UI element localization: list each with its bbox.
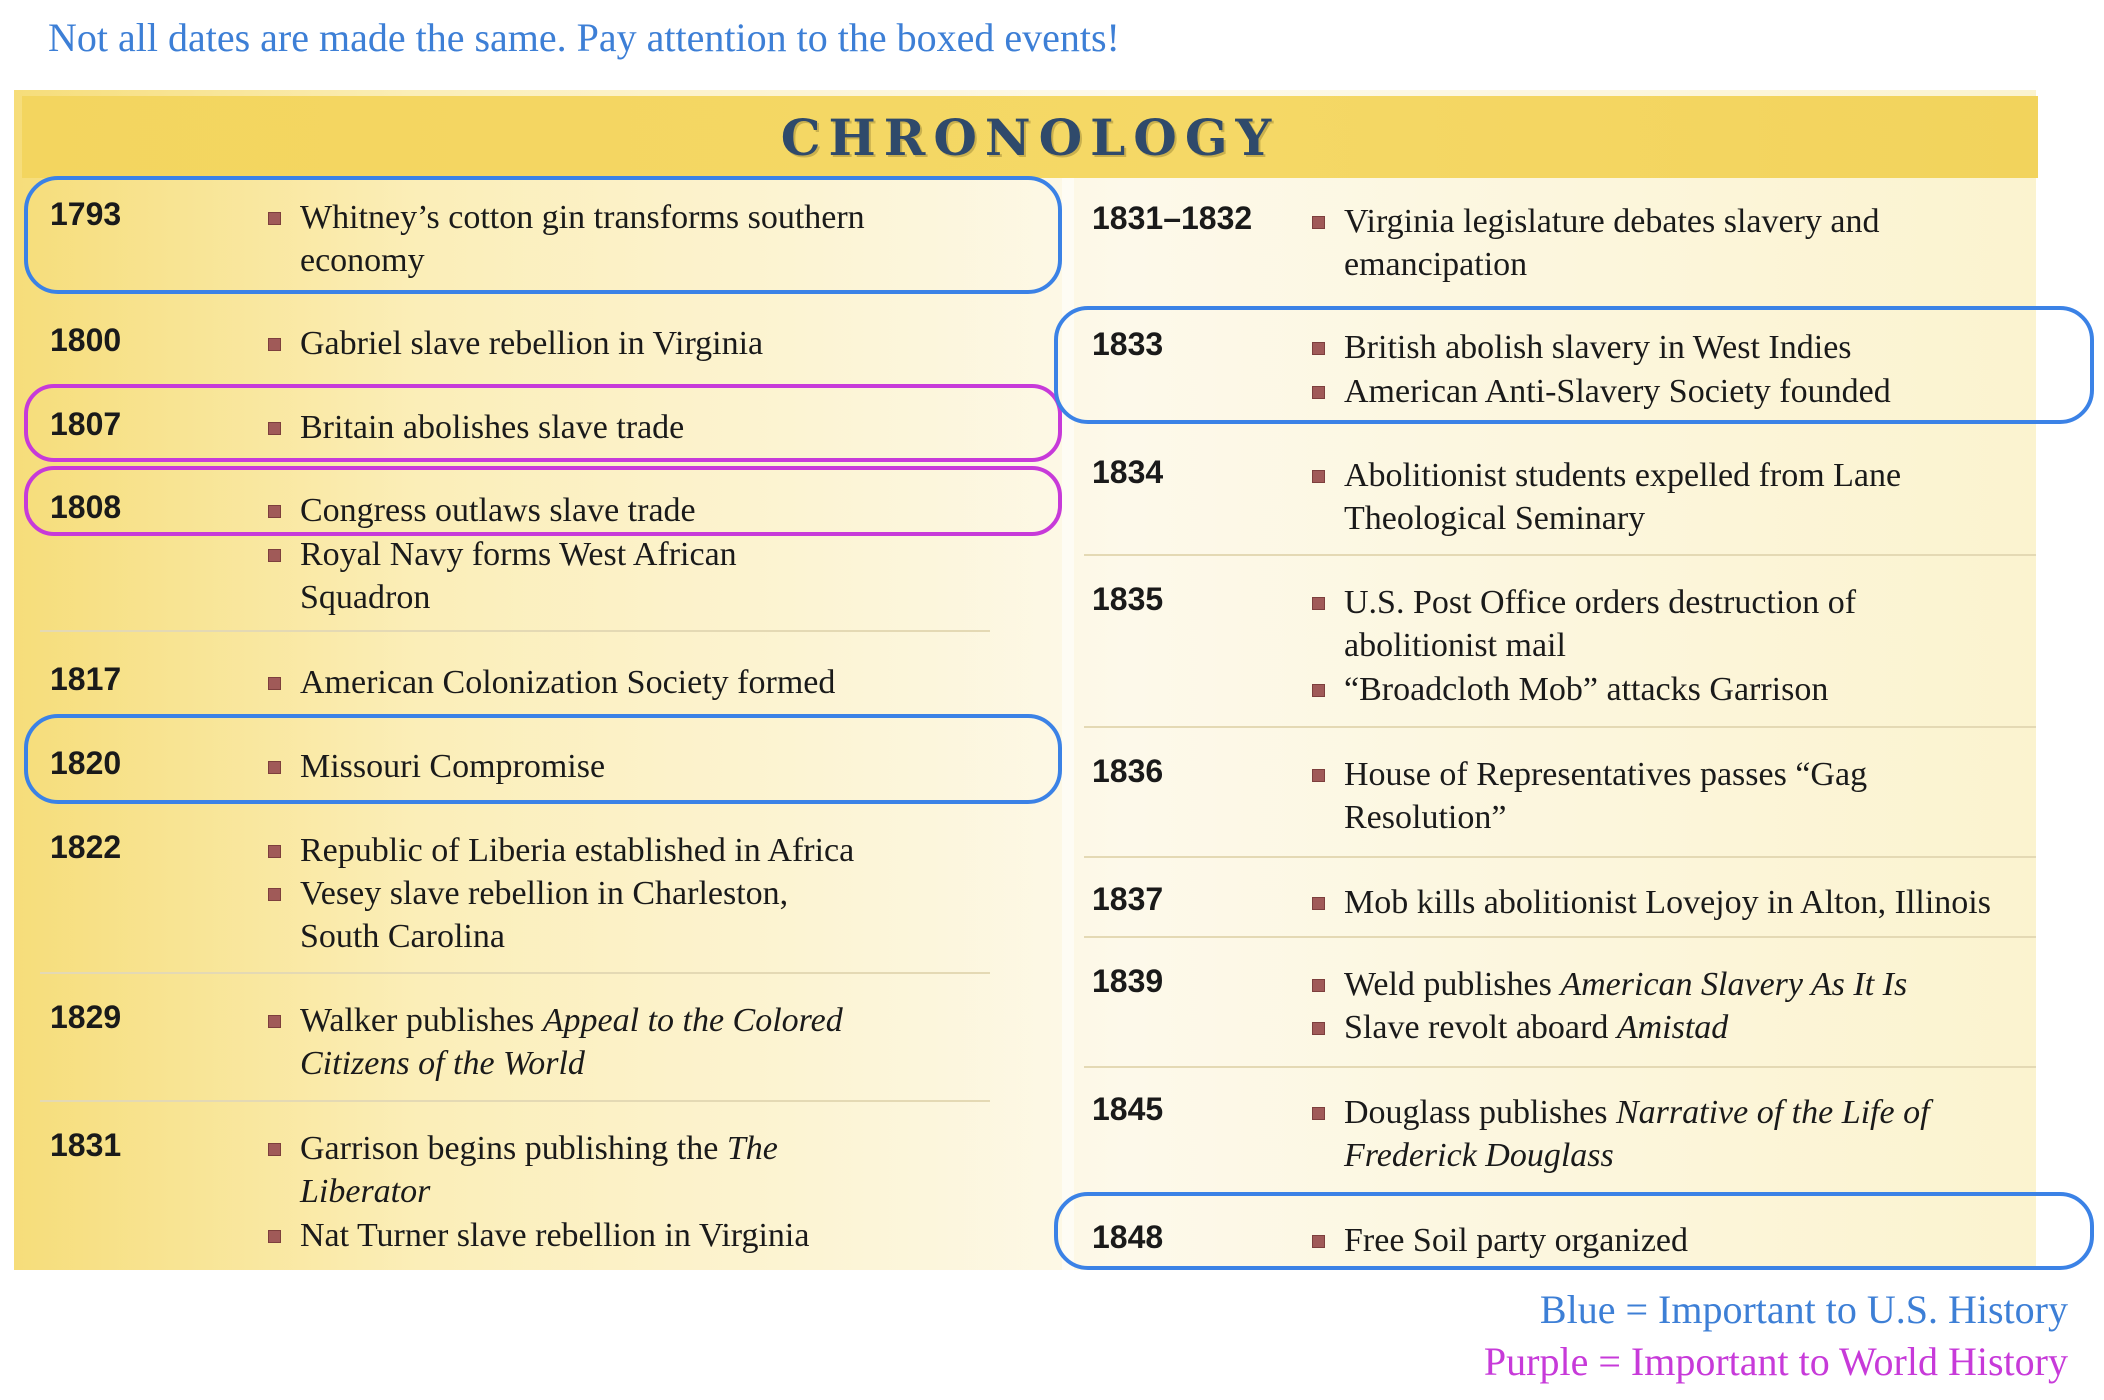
year-1817: 1817 — [50, 661, 122, 697]
header-note: Not all dates are made the same. Pay attention to the boxed events! — [48, 15, 1120, 60]
event-text: Garrison begins publishing the The — [300, 1130, 778, 1167]
highlight-1848 — [1054, 1192, 2094, 1270]
year-1834: 1834 — [1092, 454, 1164, 490]
year-1831: 1831 — [50, 1127, 122, 1163]
event-text: Resolution” — [1344, 799, 1507, 836]
row-separator — [1084, 936, 2036, 938]
row-separator — [1084, 856, 2036, 858]
event-text: Frederick Douglass — [1344, 1137, 1614, 1174]
year-1839: 1839 — [1092, 963, 1164, 999]
bullet-icon — [268, 677, 281, 690]
bullet-icon — [268, 549, 281, 562]
bullet-icon — [1312, 1022, 1325, 1035]
event-text: Weld publishes American Slavery As It Is — [1344, 966, 1908, 1003]
event-text: Liberator — [300, 1173, 431, 1210]
row-separator — [40, 1100, 990, 1102]
bullet-icon — [268, 338, 281, 351]
event-text: Royal Navy forms West African — [300, 536, 737, 573]
year-1836: 1836 — [1092, 753, 1164, 789]
row-separator — [40, 630, 990, 632]
event-text: Douglass publishes Narrative of the Life of — [1344, 1094, 1930, 1131]
bullet-icon — [268, 888, 281, 901]
year-1829: 1829 — [50, 999, 122, 1035]
event-text: abolitionist mail — [1344, 627, 1566, 664]
year-1820: 1820 — [50, 745, 122, 781]
bullet-icon — [1312, 979, 1325, 992]
event-text: Abolitionist students expelled from Lane — [1344, 457, 1902, 494]
event-text: American Anti-Slavery Society founded — [1344, 373, 1891, 410]
row-separator — [1084, 726, 2036, 728]
event-text: Theological Seminary — [1344, 500, 1646, 537]
bullet-icon — [268, 1143, 281, 1156]
row-separator — [40, 972, 990, 974]
year-1822: 1822 — [50, 829, 122, 865]
event-text: Mob kills abolitionist Lovejoy in Alton, Illinois — [1344, 884, 1991, 921]
year-1807: 1807 — [50, 406, 122, 442]
event-text: Free Soil party organized — [1344, 1222, 1689, 1259]
year-1833: 1833 — [1092, 326, 1164, 362]
highlight-1833 — [1054, 306, 2094, 424]
event-text: Missouri Compromise — [300, 748, 606, 785]
year-1845: 1845 — [1092, 1091, 1164, 1127]
event-text: Britain abolishes slave trade — [300, 409, 685, 446]
year-1837: 1837 — [1092, 881, 1164, 917]
highlight-1807 — [24, 384, 1062, 462]
event-text: Squadron — [300, 579, 431, 616]
year-1800: 1800 — [50, 322, 122, 358]
event-text: Citizens of the World — [300, 1045, 585, 1082]
event-text: Nat Turner slave rebellion in Virginia — [300, 1217, 810, 1254]
bullet-icon — [1312, 769, 1325, 782]
event-text: Vesey slave rebellion in Charleston, — [300, 875, 789, 912]
bullet-icon — [1312, 684, 1325, 697]
event-text: economy — [300, 242, 425, 279]
legend-purple: Purple = Important to World History — [1483, 1339, 2068, 1384]
event-text: Walker publishes Appeal to the Colored — [300, 1002, 843, 1039]
year-1835: 1835 — [1092, 581, 1164, 617]
year-1793: 1793 — [50, 196, 122, 232]
event-text: American Colonization Society formed — [300, 664, 836, 701]
bullet-icon — [268, 1015, 281, 1028]
event-text: South Carolina — [300, 918, 505, 955]
event-text: Republic of Liberia established in Africa — [300, 832, 855, 869]
bullet-icon — [1312, 1107, 1325, 1120]
row-separator — [1084, 1066, 2036, 1068]
event-text: House of Representatives passes “Gag — [1344, 756, 1868, 793]
bullet-icon — [1312, 216, 1325, 229]
highlight-1808 — [24, 466, 1062, 536]
bullet-icon — [1312, 470, 1325, 483]
event-text: U.S. Post Office orders destruction of — [1344, 584, 1857, 621]
bullet-icon — [1312, 597, 1325, 610]
legend-blue: Blue = Important to U.S. History — [1539, 1287, 2068, 1332]
event-text: Congress outlaws slave trade — [300, 492, 696, 529]
year-1831–1832: 1831–1832 — [1092, 200, 1253, 236]
row-separator — [1084, 554, 2036, 556]
year-1808: 1808 — [50, 489, 122, 525]
event-text: Slave revolt aboard Amistad — [1344, 1009, 1729, 1046]
event-text: British abolish slavery in West Indies — [1344, 329, 1852, 366]
bullet-icon — [1312, 897, 1325, 910]
event-text: emancipation — [1344, 246, 1528, 283]
event-text: Virginia legislature debates slavery and — [1344, 203, 1880, 240]
year-1848: 1848 — [1092, 1219, 1164, 1255]
highlight-1820 — [24, 714, 1062, 804]
bullet-icon — [268, 1230, 281, 1243]
event-text: Whitney’s cotton gin transforms southern — [300, 199, 865, 236]
title-band — [22, 96, 2038, 178]
event-text: “Broadcloth Mob” attacks Garrison — [1344, 671, 1829, 708]
chronology-title: CHRONOLOGY — [780, 107, 1280, 167]
highlight-1793 — [24, 176, 1062, 294]
event-text: Gabriel slave rebellion in Virginia — [300, 325, 764, 362]
bullet-icon — [268, 845, 281, 858]
